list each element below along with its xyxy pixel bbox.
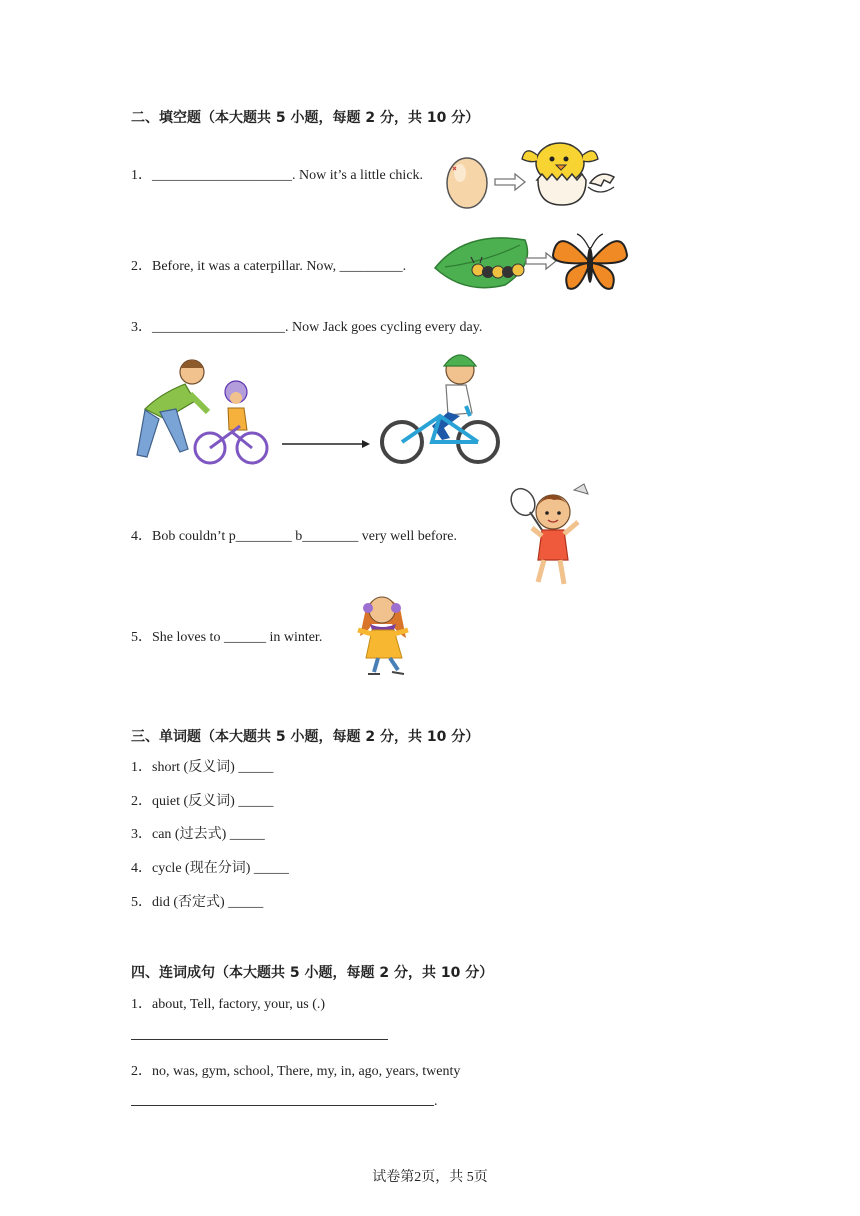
word-question-2: 2．quiet (反义词) _____: [131, 794, 274, 809]
answer-line-2-period: .: [434, 1094, 438, 1109]
boy-icon: [532, 495, 578, 584]
caterpillar-to-butterfly-illustration: [430, 230, 630, 295]
boy-playing-badminton-illustration: [508, 480, 593, 590]
word-question-3: 3．can (过去式) _____: [131, 827, 265, 842]
answer-line-2: [131, 1105, 434, 1106]
arrow-icon: [495, 174, 525, 190]
section-2-title: 二、填空题（本大题共 5 小题，每题 2 分，共 10 分）: [131, 110, 480, 126]
girl-skating-illustration: [350, 590, 420, 680]
question-2-2: 2．Before, it was a caterpillar. Now, _________.: [131, 259, 407, 274]
sentence-question-2: 2．no, was, gym, school, There, my, in, ago, years, twenty: [131, 1064, 461, 1079]
chick-icon: [522, 143, 614, 205]
sentence-question-1: 1．about, Tell, factory, your, us (.): [131, 997, 326, 1012]
question-2-1: 1．____________________. Now it’s a little chick.: [131, 168, 424, 183]
leaf-icon: [435, 238, 528, 288]
section-3-title: 三、单词题（本大题共 5 小题，每题 2 分，共 10 分）: [131, 729, 480, 745]
egg-to-chick-illustration: [445, 135, 625, 210]
word-question-1: 1．short (反义词) _____: [131, 760, 274, 775]
father-pushing-child-icon: [137, 360, 267, 463]
learning-to-cycle-illustration: [130, 350, 510, 470]
question-2-4: 4．Bob couldn’t p________ b________ very well before.: [131, 529, 457, 544]
question-2-5: 5．She loves to ______ in winter.: [131, 630, 323, 645]
boy-cycling-icon: [382, 355, 498, 462]
page-footer: 试卷第2页，共 5页: [372, 1170, 488, 1185]
girl-icon: [358, 597, 408, 674]
arrow-icon: [526, 253, 556, 269]
answer-line-1: [131, 1039, 388, 1040]
word-question-4: 4．cycle (现在分词) _____: [131, 861, 289, 876]
word-question-5: 5．did (否定式) _____: [131, 895, 264, 910]
egg-icon: [447, 158, 487, 208]
arrow-icon: [282, 440, 370, 448]
question-2-3: 3．___________________. Now Jack goes cycling every day.: [131, 320, 483, 335]
butterfly-icon: [553, 234, 627, 289]
shuttlecock-icon: [574, 484, 588, 494]
section-4-title: 四、连词成句（本大题共 5 小题，每题 2 分，共 10 分）: [131, 965, 494, 981]
